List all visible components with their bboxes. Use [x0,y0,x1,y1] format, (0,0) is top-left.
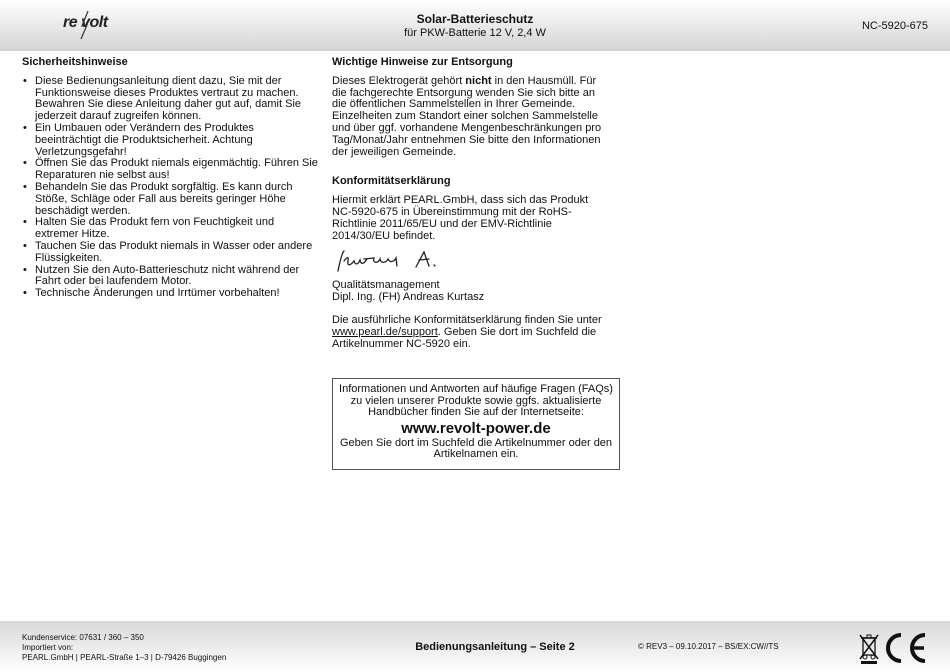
page-subtitle: für PKW-Batterie 12 V, 2,4 W [404,27,546,39]
logo-text: re volt [63,14,108,31]
list-item: • Technische Änderungen und Irrtümer vorbehalten! [22,288,320,300]
disposal-title: Wichtige Hinweise zur Entsorgung [332,56,513,68]
page-title: Solar-Batterieschutz [416,12,534,26]
list-item: • Tauchen Sie das Produkt niemals in Wasser oder andere Flüssigkeiten. [22,241,320,265]
conformity-full-text [332,315,604,350]
faq-text: Informationen und Antworten auf häufige Fragen (FAQs) zu vielen unserer Produkte sowie ggfs. aktualisierte Handbücher finden Sie auf der Internetseite: [339,383,613,419]
safety-title: Sicherheitshinweise [22,56,128,68]
conformity-title: Konformitätserklärung [332,175,451,188]
faq-info-box [332,378,620,470]
weee-bin-icon [858,632,880,664]
page-number: Bedienungsanleitung – Seite 2 [415,641,575,653]
list-item: • Halten Sie das Produkt fern von Feuchtigkeit und extremer Hitze. [22,217,320,241]
page-header [0,0,950,51]
revision-info: © REV3 – 09.10.2017 – BS/EX:CW//TS [638,642,779,651]
signature-image [334,247,454,277]
list-item: • Ein Umbauen oder Verändern des Produktes beeinträchtigt die Produktsicherheit. Achtung Verletzungsgefahr! [22,123,320,158]
list-item: • Nutzen Sie den Auto-Batterieschutz nicht während der Fahrt oder bei laufendem Motor. [22,265,320,289]
importer-address: PEARL.GmbH | PEARL-Straße 1–3 | D-79426 Buggingen [22,653,227,663]
list-item: • Diese Bedienungsanleitung dient dazu, Sie mit der Funktionsweise dieses Produktes vertraut zu machen. Bewahren Sie diese Anleitung daher gut auf, damit Sie jederzeit darauf zugreifen können. [22,76,320,123]
disposal-text [332,76,604,159]
safety-list [22,76,320,300]
revolt-website-link[interactable]: www.revolt-power.de [401,419,551,437]
signer-name: Dipl. Ing. (FH) Andreas Kurtasz [332,291,485,304]
conformity-full-text-end: . Geben Sie dort im Suchfeld die Artikelnummer NC-5920 ein. [332,325,597,350]
imported-by-label: Importiert von: [22,643,74,653]
disposal-text-emphasis: nicht [465,74,492,87]
right-column [332,57,604,350]
list-item: • Behandeln Sie das Produkt sorgfältig. Es kann durch Stöße, Schläge oder Fall aus bereits geringer Höhe beschädigt werden. [22,182,320,217]
support-link[interactable]: www.pearl.de/support [332,325,438,338]
ce-mark-icon [882,632,928,664]
page-footer [0,621,950,672]
safety-section [22,57,320,300]
product-code: NC-5920-675 [861,20,928,32]
conformity-text: Hiermit erklärt PEARL.GmbH, dass sich das Produkt NC-5920-675 in Übereinstimmung mit der RoHS-Richtlinie 2011/65/EU und der EMV-Richtlinie 2014/30/EU befindet. [332,194,589,242]
disposal-text-end: in den Hausmüll. Für die fachgerechte Entsorgung wenden Sie sich bitte an die öffentlichen Sammelstellen in Ihrer Gemeinde. Einzelheiten zum Standort einer solchen Sammelstelle und über ggf. vorhandene Mengenbeschränkungen pro Tag/Monat/Jahr entnehmen Sie bitte den Informationen der jeweiligen Gemeinde. [332,74,602,158]
customer-service: Kundenservice: 07631 / 360 – 350 [22,633,144,642]
conformity-full-text-start: Die ausführliche Konformitätserklärung finden Sie unter [332,313,602,326]
disposal-text-start: Dieses Elektrogerät gehört [332,74,466,87]
list-item: • Öffnen Sie das Produkt niemals eigenmächtig. Führen Sie Reparaturen nie selbst aus! [22,158,320,182]
signer-role: Qualitätsmanagement [332,279,440,292]
faq-search-hint: Geben Sie dort im Suchfeld die Artikelnummer oder den Artikelnamen ein. [339,436,613,461]
